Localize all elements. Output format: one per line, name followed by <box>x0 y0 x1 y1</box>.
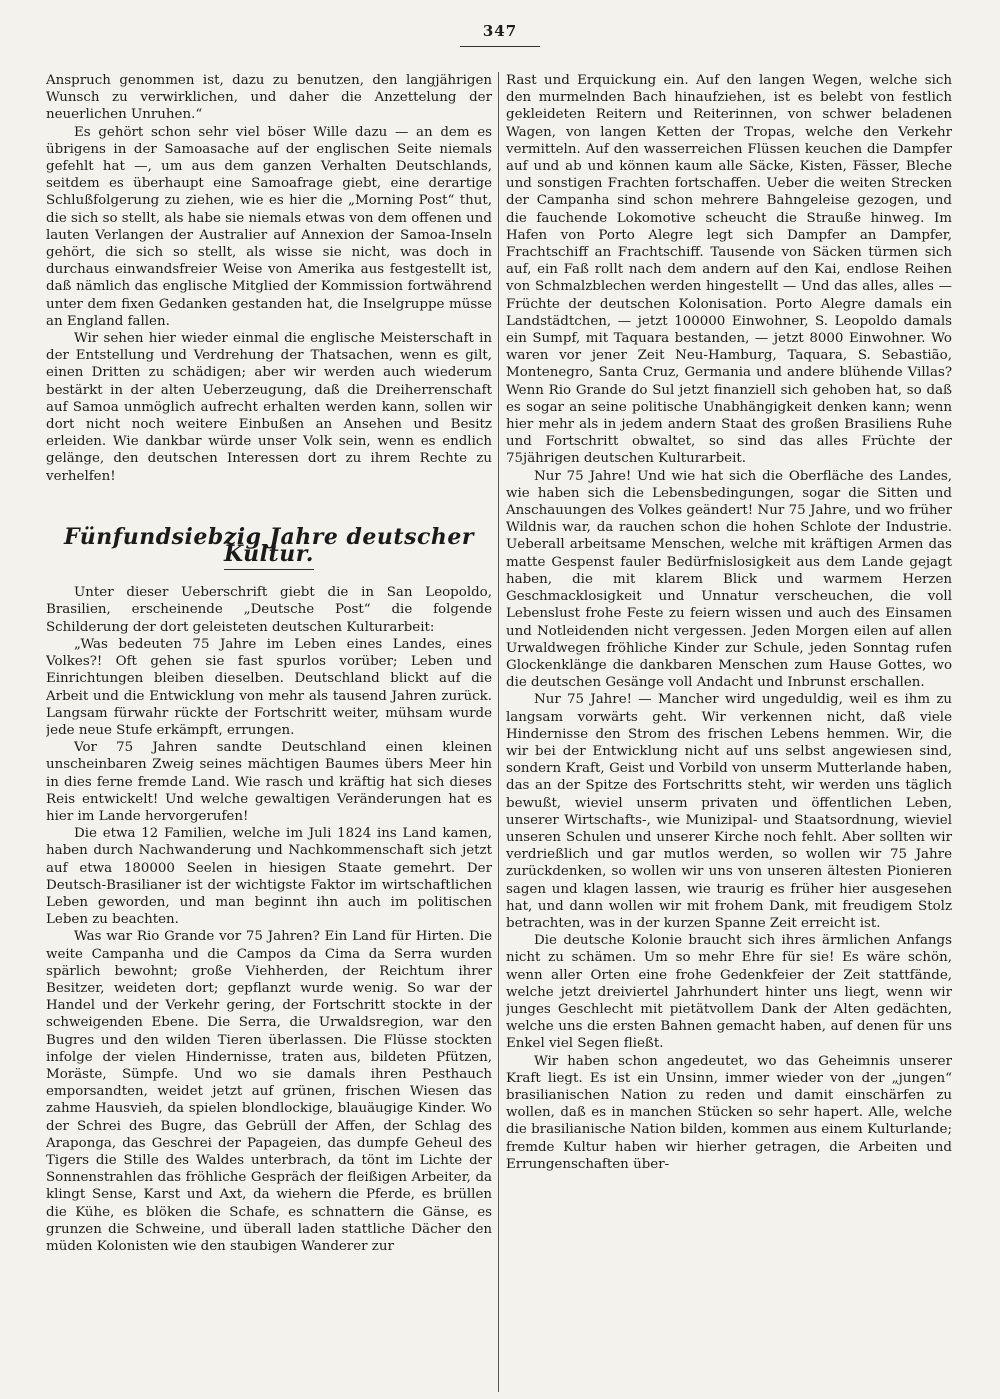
paragraph: Wir sehen hier wieder einmal die englische Meisterschaft in der Entstellung und Verdrehung der Thatsachen, wenn es gilt, einen Dritten zu schädigen; aber wir werden auch wiederum bestärkt in der alten Ueberzeugung, daß die Dreiherrenschaft auf Samoa unmöglich aufrecht erhalten werden kann, sollen wir dort nicht noch weitere Einbußen an Ansehen und Besitz erleiden. Wie dankbar würde unser Volk sein, wenn es endlich gelänge, den deutschen Interessen dort zu ihrem Rechte zu verhelfen! <box>46 331 492 484</box>
paragraph: Unter dieser Ueberschrift giebt die in San Leopoldo, Brasilien, erscheinende „Deutsche Post“ die folgende Schilderung der dort geleisteten deutschen Kulturarbeit: <box>46 585 492 635</box>
heading-rule <box>224 569 314 570</box>
paragraph: Nur 75 Jahre! Und wie hat sich die Oberfläche des Landes, wie haben sich die Lebensbedingungen, sogar die Sitten und Anschauungen des Volkes geändert! Nur 75 Jahre, und wo früher Wildnis war, da rauchen schon die hohen Schlote der Industrie. Ueberall arbeitsame Menschen, welche mit kräftigen Armen das matte Gespenst fauler Bedürfnislosigkeit aus dem Lande gejagt haben, die mit klarem Blick und warmem Herzen Geschmacklosigkeit und Unnatur verscheuchen, die voll Lebenslust frohe Feste zu feiern wissen und auch des Einsamen und Notleidenden nicht vergessen. Jeden Morgen eilen auf allen Urwaldwegen fröhliche Kinder zur Schule, jeden Sonntag rufen Glockenklänge die dankbaren Menschen zum Hause Gottes, wo die deutschen Gesänge voll Andacht und Inbrunst erschallen. <box>506 468 952 691</box>
right-column <box>506 72 952 1392</box>
paragraph: Die etwa 12 Familien, welche im Juli 1824 ins Land kamen, haben durch Nachwanderung und Nachkommenschaft sich jetzt auf etwa 180000 Seelen in hiesigen Staate gemehrt. Der Deutsch-Brasilianer ist der wichtigste Faktor im wirtschaftlichen Leben geworden, und man beginnt ihn auch im politischen Leben zu beachten. <box>46 826 492 928</box>
page-number: 347 <box>482 22 518 40</box>
paragraph: Anspruch genommen ist, dazu zu benutzen, den langjährigen Wunsch zu verwirklichen, und daher die Anzettelung der neuerlichen Unruhen.“ <box>46 73 492 123</box>
spacer <box>46 485 492 505</box>
paragraph: „Was bedeuten 75 Jahre im Leben eines Landes, eines Volkes?! Oft gehen sie fast spurlos vorüber; Leben und Einrichtungen bleiben dieselben. Deutschland blickt auf die Arbeit und die Entwicklung von mehr als tausend Jahren zurück. Langsam fürwahr rückte der Fortschritt weiter, mühsam wurde jede neue Stufe erkämpft, errungen. <box>46 636 492 738</box>
article-heading: Fünfundsiebzig Jahre deutscher Kultur. <box>64 523 474 568</box>
paragraph: Die deutsche Kolonie braucht sich ihres ärmlichen Anfangs nicht zu schämen. Um so mehr Ehre für sie! Es wäre schön, wenn aller Orten eine frohe Gedenkfeier der Zeit stattfände, welche jetzt dreiviertel Jahrhundert hinter uns liegt, wenn wir junges Geschlecht mit pietätvollem Dank der Alten gedächten, welche uns die ersten Bahnen gemacht haben, auf denen für uns Enkel viel Segen fließt. <box>506 933 952 1052</box>
paragraph: Vor 75 Jahren sandte Deutschland einen kleinen unscheinbaren Zweig seines mächtigen Baumes übers Meer hin in dies ferne fremde Land. Wie rasch und kräftig hat sich dieses Reis entwickelt! Und welche gewaltigen Veränderungen hat es hier im Lande hervorgerufen! <box>46 740 492 824</box>
paragraph: Wir haben schon angedeutet, wo das Geheimnis unserer Kraft liegt. Es ist ein Unsinn, immer wieder von der „jungen“ brasilianischen Nation zu reden und damit einschärfen zu wollen, daß es in manchen Stücken so sehr hapert. Alle, welche die brasilianische Nation bilden, kommen aus einem Kulturlande; fremde Kultur haben wir hierher getragen, die Arbeiten und Errungenschaften über- <box>506 1053 952 1172</box>
paragraph: Rast und Erquickung ein. Auf den langen Wegen, welche sich den murmelnden Bach hinaufziehen, ist es belebt von festlich gekleideten Reitern und Reiterinnen, von schwer beladenen Wagen, von langen Ketten der Tropas, welche den Verkehr vermitteln. Auf den wasserreichen Flüssen keuchen die Dampfer auf und ab und können kaum alle Säcke, Kisten, Fässer, Bleche und sonstigen Frachten fortschaffen. Ueber die weiten Strecken der Campanha sind schon mehrere Bahngeleise gezogen, und die fauchende Lokomotive scheucht die Strauße hinweg. Im Hafen von Porto Alegre legt sich Dampfer an Dampfer, Frachtschiff an Frachtschiff. Tausende von Säcken türmen sich auf, ein Faß rollt nach dem andern auf den Kai, endlose Reihen von Schmalzblechen werden hingestellt — Und das alles, alles — Früchte der deutschen Kolonisation. Porto Alegre damals ein Landstädtchen, — jetzt 100000 Einwohner, S. Leopoldo damals ein Sumpf, mit Taquara bestanden, — jetzt 8000 Einwohner. Wo waren vor jener Zeit Neu-Hamburg, Taquara, S. Sebastião, Montenegro, Santa Cruz, Germania und andere blühende Villas? Wenn Rio Grande do Sul jetzt finanziell sich gehoben hat, so daß es sogar an seine politische Unabhängigkeit denken kann; wenn hier mehr als in jedem andern Staat des großen Brasiliens Ruhe und Fortschritt obwaltet, so sind das alles Früchte der 75jährigen deutschen Kulturarbeit. <box>506 73 952 467</box>
column-divider <box>498 72 499 1392</box>
paragraph: Es gehört schon sehr viel böser Wille dazu — an dem es übrigens in der Samoasache auf der englischen Seite niemals gefehlt hat —, um aus dem ganzen Verhalten Deutschlands, seitdem es überhaupt eine Samoafrage giebt, eine derartige Schlußfolgerung zu ziehen, wie es hier die „Morning Post“ thut, die sich so stellt, als habe sie niemals etwas von dem offenen und lauten Verlangen der Australier auf Annexion der Samoa-Inseln gehört, die sich so stellt, als wisse sie nicht, was doch in durchaus einwandsfreier Weise von Amerika aus festgestellt ist, daß nämlich das englische Mitglied der Kommission fortwährend unter dem fixen Gedanken gestanden hat, die Inselgruppe müsse an England fallen. <box>46 124 492 329</box>
paragraph: Was war Rio Grande vor 75 Jahren? Ein Land für Hirten. Die weite Campanha und die Campos da Cima da Serra wurden spärlich bewohnt; große Viehherden, der Reichtum ihrer Besitzer, weideten dort; gepflanzt wurde wenig. So war der Handel und der Verkehr gering, der Fortschritt stockte in der schweigenden Ebene. Die Serra, die Urwaldsregion, war den Bugres und den wilden Tieren überlassen. Die Flüsse stockten infolge der vielen Hindernisse, traten aus, bildeten Pfützen, Moräste, Sümpfe. Und wo sie damals ihren Pesthauch emporsandten, weidet jetzt auf grünen, frischen Wiesen das zahme Hausvieh, da spielen blondlockige, blauäugige Kinder. Wo der Schrei des Bugre, das Gebrüll der Affen, der Schlag des Araponga, das Geschrei der Papageien, das dumpfe Geheul des Tigers die Stille des Waldes unterbrach, da tönt im Lichte der Sonnenstrahlen das fröhliche Gespräch der fleißigen Arbeiter, da klingt Sense, Karst und Axt, da wiehern die Pferde, es brüllen die Kühe, es blöken die Schafe, es schnattern die Gänse, es grunzen die Schweine, und überall laden stattliche Dächer den müden Kolonisten wie den staubigen Wanderer zur <box>46 929 492 1254</box>
paragraph: Nur 75 Jahre! — Mancher wird ungeduldig, weil es ihm zu langsam vorwärts geht. Wir verkennen nicht, daß viele Hindernisse den Strom des frischen Lebens hemmen. Wir, die wir bei der Entwicklung nicht auf uns selbst angewiesen sind, sondern Kraft, Geist und Vorbild von unserm Mutterlande haben, das an der Spitze des Fortschritts steht, wir werden uns täglich bewußt, wieviel unserm privaten und öffentlichen Leben, unserer Wirtschafts-, wie Munizipal- und Staatsordnung, wieviel unseren Schulen und unserer Kirche noch fehlt. Aber sollten wir verdrießlich und gar mutlos werden, so wollen wir 75 Jahre zurückdenken, so wollen wir uns von unseren ältesten Pionieren sagen und klagen lassen, wie traurig es früher hier ausgesehen hat, und dann wollen wir mit frohem Dank, mit freudigem Stolz betrachten, was in der kurzen Spanne Zeit erreicht ist. <box>506 692 952 931</box>
left-column <box>46 72 492 1392</box>
page-number-rule <box>460 46 540 47</box>
